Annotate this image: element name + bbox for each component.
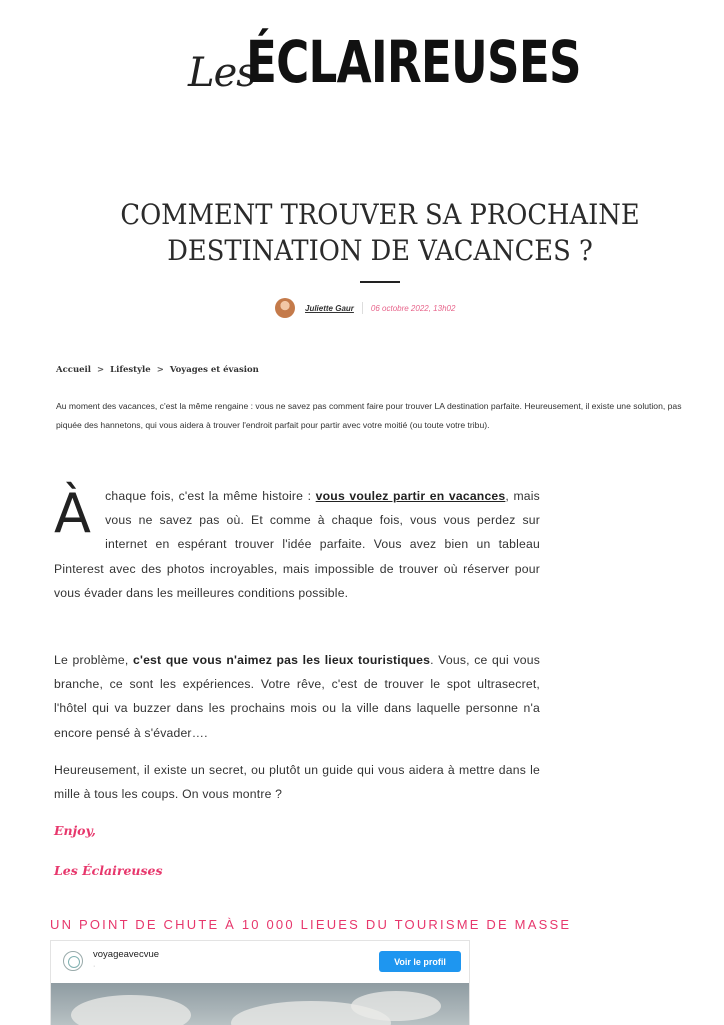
instagram-avatar-icon[interactable] — [63, 951, 83, 971]
paragraph-2-lead: Le problème, — [54, 653, 133, 667]
signature-text: Les Éclaireuses — [54, 863, 163, 878]
article-title-line1: COMMENT TROUVER SA PROCHAINE — [120, 198, 640, 231]
site-logo[interactable] — [0, 28, 724, 96]
author-link[interactable]: Juliette Gaur — [305, 303, 354, 313]
meta-separator — [362, 302, 363, 314]
drop-cap: À — [54, 482, 92, 545]
article-paragraph-1 — [54, 484, 540, 605]
breadcrumb-item-accueil[interactable]: Accueil — [56, 365, 91, 375]
paragraph-2-rest: . Vous, ce qui vous branche, ce sont les expériences. Votre rêve, c'est de trouver le spot ultrasecret, l'hôtel qui va buzzer dans les prochains mois ou la ville dans laquelle personne n'a encore pensé à s'évader…. — [54, 653, 540, 740]
logo-block-text: ÉCLAIREUSES — [245, 28, 581, 96]
vacances-link[interactable]: vous voulez partir en vacances — [315, 489, 506, 503]
breadcrumb-item-lifestyle[interactable]: Lifestyle — [110, 365, 151, 375]
instagram-embed — [50, 940, 470, 1025]
article-intro: Au moment des vacances, c'est la même rengaine : vous ne savez pas comment faire pour trouver LA destination parfaite. Heureusement, il existe une solution, pas piquée des hannetons, qui vous aidera à trouver l'endroit parfait pour partir avec votre moitié (ou toute votre tribu). — [56, 401, 682, 430]
enjoy-text: Enjoy, — [54, 823, 96, 838]
section-heading: UN POINT DE CHUTE À 10 000 LIEUES DU TOURISME DE MASSE — [50, 917, 572, 932]
article-title — [30, 197, 724, 269]
paragraph-2-bold: c'est que vous n'aimez pas les lieux touristiques — [133, 653, 431, 667]
breadcrumb — [56, 365, 259, 375]
author-avatar[interactable] — [275, 298, 295, 318]
view-profile-button[interactable]: Voir le profil — [379, 951, 461, 972]
breadcrumb-separator: > — [156, 365, 164, 375]
article-meta — [275, 296, 455, 320]
embed-header — [51, 941, 469, 981]
embed-cloud — [351, 991, 441, 1021]
embed-cloud — [71, 995, 191, 1025]
article-paragraph-3: Heureusement, il existe un secret, ou plutôt un guide qui vous aidera à mettre dans le mille à tous les coups. On vous montre ? — [54, 763, 540, 802]
article-title-line2: DESTINATION DE VACANCES ? — [167, 234, 593, 267]
embed-subtitle-dot: · — [93, 963, 96, 970]
breadcrumb-item-voyages[interactable]: Voyages et évasion — [169, 365, 259, 375]
post-date: 06 octobre 2022, 13h02 — [370, 303, 456, 313]
paragraph-1-rest: , mais vous ne savez pas où. Et comme à chaque fois, vous vous perdez sur internet en espérant trouver l'idée parfaite. Vous avez bien un tableau Pinterest avec des photos incroyables, mais impossible de trouver où réserver pour vous évader dans les meilleures conditions possible. — [54, 489, 540, 600]
logo-script-text: Les — [188, 50, 256, 96]
embed-image[interactable] — [51, 983, 469, 1025]
breadcrumb-separator: > — [97, 365, 105, 375]
embed-username[interactable]: voyageavecvue — [93, 949, 160, 960]
embed-username-block — [93, 949, 159, 973]
paragraph-1-lead: chaque fois, c'est la même histoire : — [105, 489, 316, 503]
article-paragraph-2 — [54, 648, 540, 745]
title-divider — [360, 281, 400, 283]
